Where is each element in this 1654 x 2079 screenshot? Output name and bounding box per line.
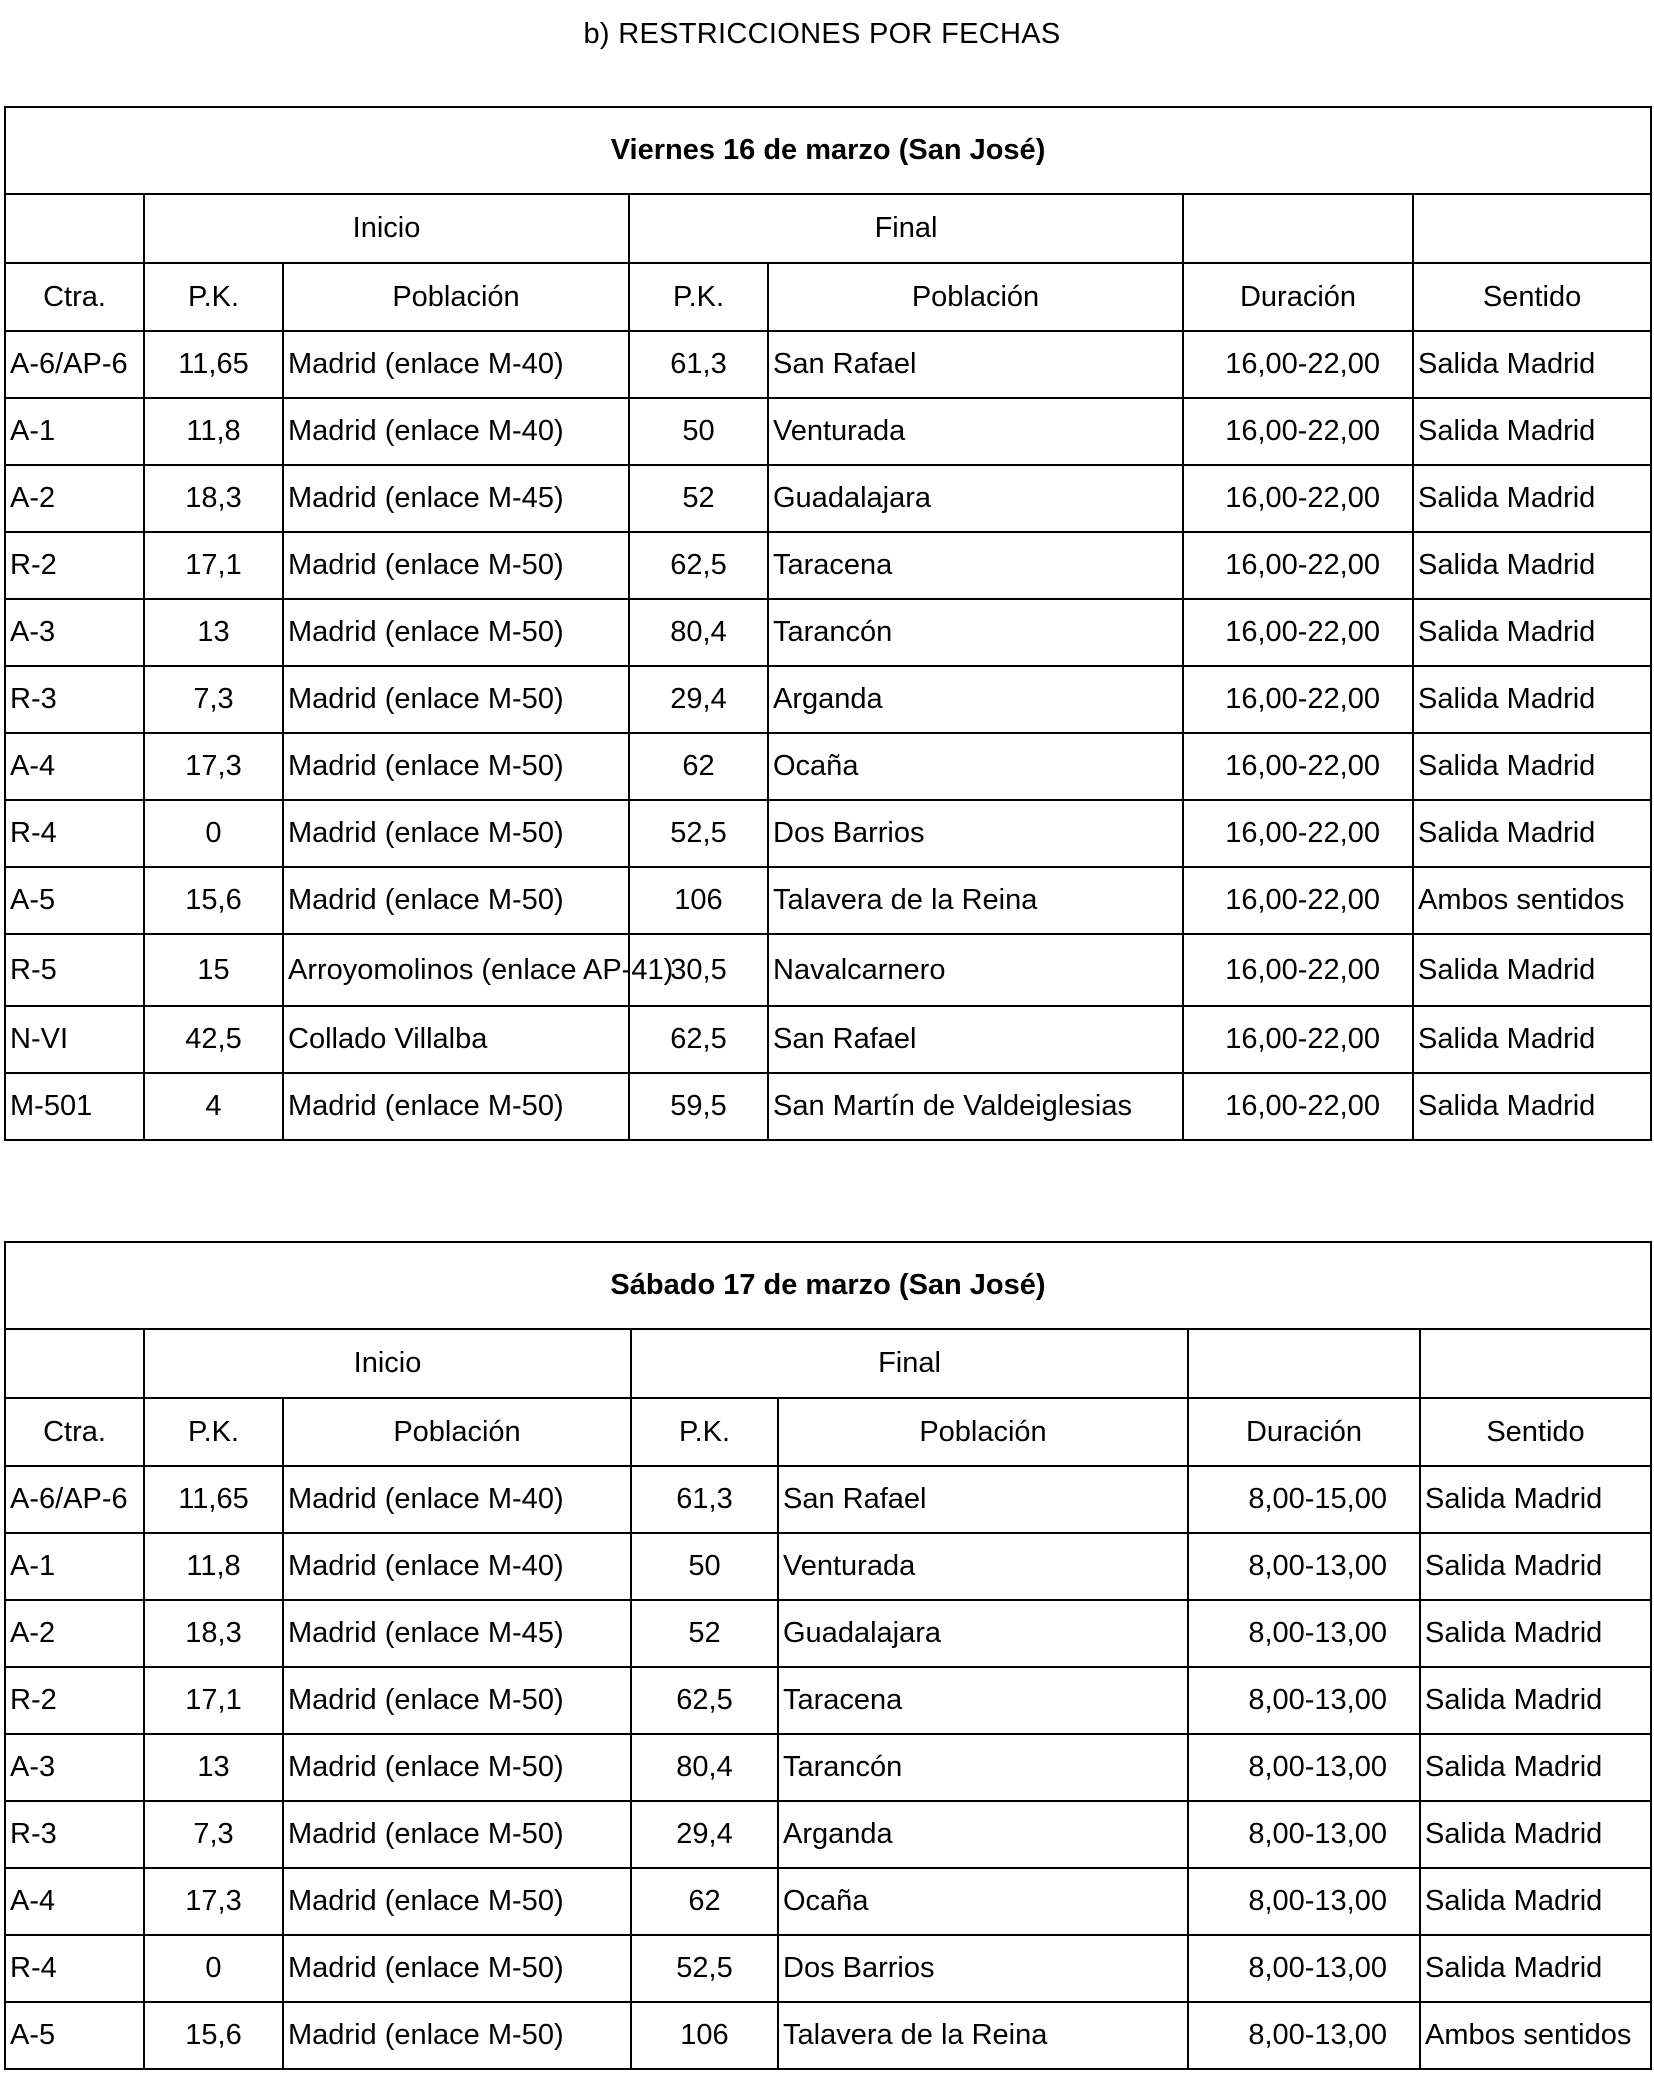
cell-ctra: A-2 bbox=[5, 1600, 144, 1667]
cell-poblacion-final: Talavera de la Reina bbox=[778, 2002, 1188, 2069]
cell-pk-inicio: 17,1 bbox=[144, 1667, 283, 1734]
cell-poblacion-final: Venturada bbox=[768, 398, 1183, 465]
cell-poblacion-final: Taracena bbox=[768, 532, 1183, 599]
group-header-empty bbox=[1420, 1329, 1651, 1398]
cell-duracion: 16,00-22,00 bbox=[1183, 465, 1413, 532]
cell-ctra: A-3 bbox=[5, 1734, 144, 1801]
cell-sentido: Salida Madrid bbox=[1420, 1533, 1651, 1600]
table-row bbox=[5, 1600, 1651, 1667]
cell-ctra: A-5 bbox=[5, 867, 144, 934]
table-row bbox=[5, 331, 1651, 398]
column-header-pk-final: P.K. bbox=[631, 1398, 778, 1466]
cell-ctra: R-2 bbox=[5, 1667, 144, 1734]
column-header-pk-final: P.K. bbox=[629, 263, 768, 331]
cell-pk-final: 52,5 bbox=[629, 800, 768, 867]
cell-poblacion-final: San Rafael bbox=[768, 1006, 1183, 1073]
cell-poblacion-final: San Martín de Valdeiglesias bbox=[768, 1073, 1183, 1140]
cell-sentido: Salida Madrid bbox=[1420, 1667, 1651, 1734]
table-row bbox=[5, 934, 1651, 1006]
cell-duracion: 16,00-22,00 bbox=[1183, 599, 1413, 666]
cell-ctra: A-1 bbox=[5, 398, 144, 465]
cell-sentido: Salida Madrid bbox=[1413, 800, 1651, 867]
column-header-ctra: Ctra. bbox=[5, 1398, 144, 1466]
cell-pk-final: 50 bbox=[631, 1533, 778, 1600]
table-title: Sábado 17 de marzo (San José) bbox=[5, 1242, 1651, 1329]
table-row bbox=[5, 1935, 1651, 2002]
table-row bbox=[5, 398, 1651, 465]
column-header-ctra: Ctra. bbox=[5, 263, 144, 331]
cell-pk-final: 59,5 bbox=[629, 1073, 768, 1140]
table-row bbox=[5, 1533, 1651, 1600]
column-header-duracion: Duración bbox=[1188, 1398, 1420, 1466]
cell-pk-final: 62,5 bbox=[629, 532, 768, 599]
group-header-empty bbox=[5, 1329, 144, 1398]
column-header-row bbox=[5, 1398, 1651, 1466]
cell-ctra: A-6/AP-6 bbox=[5, 1466, 144, 1533]
cell-poblacion-inicio: Madrid (enlace M-45) bbox=[283, 465, 629, 532]
cell-ctra: A-5 bbox=[5, 2002, 144, 2069]
cell-ctra: A-2 bbox=[5, 465, 144, 532]
cell-poblacion-final: Dos Barrios bbox=[778, 1935, 1188, 2002]
cell-poblacion-inicio: Madrid (enlace M-50) bbox=[283, 1935, 631, 2002]
group-header-empty bbox=[1183, 194, 1413, 263]
cell-pk-inicio: 13 bbox=[144, 1734, 283, 1801]
cell-duracion: 8,00-13,00 bbox=[1188, 1868, 1420, 1935]
group-header-empty bbox=[5, 194, 144, 263]
table-row bbox=[5, 1073, 1651, 1140]
cell-poblacion-inicio: Arroyomolinos (enlace AP-41) bbox=[283, 934, 629, 1006]
cell-poblacion-inicio: Madrid (enlace M-40) bbox=[283, 1466, 631, 1533]
cell-sentido: Salida Madrid bbox=[1413, 331, 1651, 398]
cell-poblacion-final: Guadalajara bbox=[778, 1600, 1188, 1667]
column-header-poblacion-final: Población bbox=[768, 263, 1183, 331]
cell-sentido: Salida Madrid bbox=[1413, 733, 1651, 800]
cell-poblacion-final: Talavera de la Reina bbox=[768, 867, 1183, 934]
cell-pk-final: 52 bbox=[631, 1600, 778, 1667]
cell-pk-final: 62 bbox=[631, 1868, 778, 1935]
cell-pk-inicio: 15,6 bbox=[144, 867, 283, 934]
cell-poblacion-final: Ocaña bbox=[768, 733, 1183, 800]
cell-duracion: 16,00-22,00 bbox=[1183, 331, 1413, 398]
table-row bbox=[5, 465, 1651, 532]
table-title-row bbox=[5, 1242, 1651, 1329]
cell-pk-final: 29,4 bbox=[629, 666, 768, 733]
table-row bbox=[5, 1801, 1651, 1868]
cell-pk-inicio: 7,3 bbox=[144, 1801, 283, 1868]
cell-pk-inicio: 17,3 bbox=[144, 733, 283, 800]
cell-poblacion-inicio: Madrid (enlace M-40) bbox=[283, 331, 629, 398]
cell-ctra: R-5 bbox=[5, 934, 144, 1006]
table-row bbox=[5, 532, 1651, 599]
cell-pk-final: 106 bbox=[629, 867, 768, 934]
cell-pk-inicio: 42,5 bbox=[144, 1006, 283, 1073]
cell-pk-final: 29,4 bbox=[631, 1801, 778, 1868]
column-header-pk-inicio: P.K. bbox=[144, 1398, 283, 1466]
cell-sentido: Salida Madrid bbox=[1420, 1734, 1651, 1801]
group-header-inicio: Inicio bbox=[144, 1329, 631, 1398]
column-header-duracion: Duración bbox=[1183, 263, 1413, 331]
cell-pk-final: 106 bbox=[631, 2002, 778, 2069]
group-header-row bbox=[5, 1329, 1651, 1398]
table-row bbox=[5, 1868, 1651, 1935]
cell-sentido: Salida Madrid bbox=[1413, 398, 1651, 465]
cell-poblacion-final: Venturada bbox=[778, 1533, 1188, 1600]
cell-sentido: Salida Madrid bbox=[1413, 1073, 1651, 1140]
group-header-final: Final bbox=[631, 1329, 1188, 1398]
cell-pk-final: 61,3 bbox=[629, 331, 768, 398]
cell-sentido: Salida Madrid bbox=[1420, 1935, 1651, 2002]
cell-sentido: Salida Madrid bbox=[1413, 1006, 1651, 1073]
table-row bbox=[5, 1466, 1651, 1533]
cell-poblacion-final: Dos Barrios bbox=[768, 800, 1183, 867]
cell-pk-final: 61,3 bbox=[631, 1466, 778, 1533]
cell-sentido: Salida Madrid bbox=[1413, 465, 1651, 532]
cell-sentido: Ambos sentidos bbox=[1420, 2002, 1651, 2069]
table-body bbox=[5, 107, 1651, 1140]
group-header-row bbox=[5, 194, 1651, 263]
cell-pk-inicio: 0 bbox=[144, 1935, 283, 2002]
cell-poblacion-final: Ocaña bbox=[778, 1868, 1188, 1935]
cell-pk-final: 52,5 bbox=[631, 1935, 778, 2002]
cell-poblacion-inicio: Madrid (enlace M-50) bbox=[283, 2002, 631, 2069]
group-header-empty bbox=[1188, 1329, 1420, 1398]
cell-ctra: R-3 bbox=[5, 1801, 144, 1868]
column-header-poblacion-inicio: Población bbox=[283, 263, 629, 331]
cell-duracion: 16,00-22,00 bbox=[1183, 800, 1413, 867]
cell-pk-final: 30,5 bbox=[629, 934, 768, 1006]
table-row bbox=[5, 1734, 1651, 1801]
cell-poblacion-inicio: Madrid (enlace M-50) bbox=[283, 733, 629, 800]
cell-poblacion-final: Tarancón bbox=[768, 599, 1183, 666]
cell-duracion: 16,00-22,00 bbox=[1183, 1006, 1413, 1073]
cell-pk-final: 62,5 bbox=[629, 1006, 768, 1073]
cell-poblacion-final: San Rafael bbox=[768, 331, 1183, 398]
cell-poblacion-inicio: Madrid (enlace M-50) bbox=[283, 867, 629, 934]
cell-pk-inicio: 17,1 bbox=[144, 532, 283, 599]
cell-pk-inicio: 7,3 bbox=[144, 666, 283, 733]
cell-duracion: 16,00-22,00 bbox=[1183, 666, 1413, 733]
cell-poblacion-inicio: Madrid (enlace M-40) bbox=[283, 398, 629, 465]
table-row bbox=[5, 666, 1651, 733]
table-title-row bbox=[5, 107, 1651, 194]
cell-pk-inicio: 11,8 bbox=[144, 1533, 283, 1600]
restrictions-table bbox=[4, 1241, 1652, 2070]
cell-ctra: R-4 bbox=[5, 800, 144, 867]
cell-ctra: R-4 bbox=[5, 1935, 144, 2002]
cell-pk-final: 80,4 bbox=[631, 1734, 778, 1801]
group-header-empty bbox=[1413, 194, 1651, 263]
cell-pk-inicio: 17,3 bbox=[144, 1868, 283, 1935]
column-header-row bbox=[5, 263, 1651, 331]
cell-duracion: 8,00-13,00 bbox=[1188, 1935, 1420, 2002]
cell-pk-inicio: 18,3 bbox=[144, 465, 283, 532]
cell-duracion: 8,00-13,00 bbox=[1188, 1734, 1420, 1801]
cell-duracion: 16,00-22,00 bbox=[1183, 398, 1413, 465]
column-header-sentido: Sentido bbox=[1420, 1398, 1651, 1466]
cell-poblacion-final: Guadalajara bbox=[768, 465, 1183, 532]
table-row bbox=[5, 1667, 1651, 1734]
table-title: Viernes 16 de marzo (San José) bbox=[5, 107, 1651, 194]
cell-poblacion-final: Tarancón bbox=[778, 1734, 1188, 1801]
cell-duracion: 16,00-22,00 bbox=[1183, 733, 1413, 800]
cell-poblacion-inicio: Madrid (enlace M-50) bbox=[283, 666, 629, 733]
cell-poblacion-inicio: Madrid (enlace M-45) bbox=[283, 1600, 631, 1667]
cell-sentido: Salida Madrid bbox=[1420, 1466, 1651, 1533]
cell-ctra: A-4 bbox=[5, 733, 144, 800]
cell-sentido: Ambos sentidos bbox=[1413, 867, 1651, 934]
cell-poblacion-inicio: Madrid (enlace M-40) bbox=[283, 1533, 631, 1600]
group-header-final: Final bbox=[629, 194, 1183, 263]
cell-duracion: 16,00-22,00 bbox=[1183, 934, 1413, 1006]
cell-pk-final: 62,5 bbox=[631, 1667, 778, 1734]
table-row bbox=[5, 733, 1651, 800]
cell-sentido: Salida Madrid bbox=[1420, 1868, 1651, 1935]
page-heading: b) RESTRICCIONES POR FECHAS bbox=[583, 18, 1061, 50]
table-body bbox=[5, 1242, 1651, 2069]
column-header-poblacion-inicio: Población bbox=[283, 1398, 631, 1466]
cell-pk-inicio: 15,6 bbox=[144, 2002, 283, 2069]
cell-sentido: Salida Madrid bbox=[1413, 532, 1651, 599]
column-header-sentido: Sentido bbox=[1413, 263, 1651, 331]
cell-pk-final: 52 bbox=[629, 465, 768, 532]
cell-duracion: 8,00-13,00 bbox=[1188, 1667, 1420, 1734]
cell-poblacion-final: Taracena bbox=[778, 1667, 1188, 1734]
cell-sentido: Salida Madrid bbox=[1420, 1600, 1651, 1667]
cell-poblacion-inicio: Madrid (enlace M-50) bbox=[283, 1801, 631, 1868]
cell-duracion: 8,00-13,00 bbox=[1188, 1600, 1420, 1667]
cell-poblacion-inicio: Madrid (enlace M-50) bbox=[283, 1868, 631, 1935]
cell-ctra: R-2 bbox=[5, 532, 144, 599]
cell-poblacion-final: Arganda bbox=[768, 666, 1183, 733]
cell-sentido: Salida Madrid bbox=[1413, 934, 1651, 1006]
cell-sentido: Salida Madrid bbox=[1413, 666, 1651, 733]
table-row bbox=[5, 800, 1651, 867]
cell-poblacion-inicio: Madrid (enlace M-50) bbox=[283, 599, 629, 666]
cell-pk-inicio: 13 bbox=[144, 599, 283, 666]
cell-sentido: Salida Madrid bbox=[1420, 1801, 1651, 1868]
cell-poblacion-final: Navalcarnero bbox=[768, 934, 1183, 1006]
cell-pk-inicio: 11,8 bbox=[144, 398, 283, 465]
column-header-pk-inicio: P.K. bbox=[144, 263, 283, 331]
cell-ctra: R-3 bbox=[5, 666, 144, 733]
group-header-inicio: Inicio bbox=[144, 194, 629, 263]
cell-poblacion-final: San Rafael bbox=[778, 1466, 1188, 1533]
cell-poblacion-inicio: Madrid (enlace M-50) bbox=[283, 532, 629, 599]
cell-poblacion-inicio: Madrid (enlace M-50) bbox=[283, 1073, 629, 1140]
cell-duracion: 16,00-22,00 bbox=[1183, 1073, 1413, 1140]
cell-duracion: 8,00-13,00 bbox=[1188, 1533, 1420, 1600]
cell-duracion: 16,00-22,00 bbox=[1183, 867, 1413, 934]
cell-duracion: 8,00-15,00 bbox=[1188, 1466, 1420, 1533]
table-row bbox=[5, 2002, 1651, 2069]
cell-duracion: 8,00-13,00 bbox=[1188, 1801, 1420, 1868]
cell-pk-inicio: 11,65 bbox=[144, 331, 283, 398]
cell-pk-inicio: 18,3 bbox=[144, 1600, 283, 1667]
cell-ctra: A-4 bbox=[5, 1868, 144, 1935]
cell-poblacion-inicio: Madrid (enlace M-50) bbox=[283, 1667, 631, 1734]
table-row bbox=[5, 1006, 1651, 1073]
table-row bbox=[5, 867, 1651, 934]
cell-pk-final: 80,4 bbox=[629, 599, 768, 666]
cell-poblacion-final: Arganda bbox=[778, 1801, 1188, 1868]
cell-poblacion-inicio: Madrid (enlace M-50) bbox=[283, 800, 629, 867]
cell-pk-final: 50 bbox=[629, 398, 768, 465]
cell-ctra: A-1 bbox=[5, 1533, 144, 1600]
cell-ctra: A-6/AP-6 bbox=[5, 331, 144, 398]
table-row bbox=[5, 599, 1651, 666]
cell-ctra: N-VI bbox=[5, 1006, 144, 1073]
cell-pk-inicio: 4 bbox=[144, 1073, 283, 1140]
cell-ctra: A-3 bbox=[5, 599, 144, 666]
column-header-poblacion-final: Población bbox=[778, 1398, 1188, 1466]
cell-ctra: M-501 bbox=[5, 1073, 144, 1140]
cell-poblacion-inicio: Madrid (enlace M-50) bbox=[283, 1734, 631, 1801]
cell-sentido: Salida Madrid bbox=[1413, 599, 1651, 666]
cell-duracion: 8,00-13,00 bbox=[1188, 2002, 1420, 2069]
cell-duracion: 16,00-22,00 bbox=[1183, 532, 1413, 599]
cell-poblacion-inicio: Collado Villalba bbox=[283, 1006, 629, 1073]
cell-pk-inicio: 11,65 bbox=[144, 1466, 283, 1533]
restrictions-table bbox=[4, 106, 1652, 1141]
cell-pk-inicio: 15 bbox=[144, 934, 283, 1006]
cell-pk-inicio: 0 bbox=[144, 800, 283, 867]
cell-pk-final: 62 bbox=[629, 733, 768, 800]
